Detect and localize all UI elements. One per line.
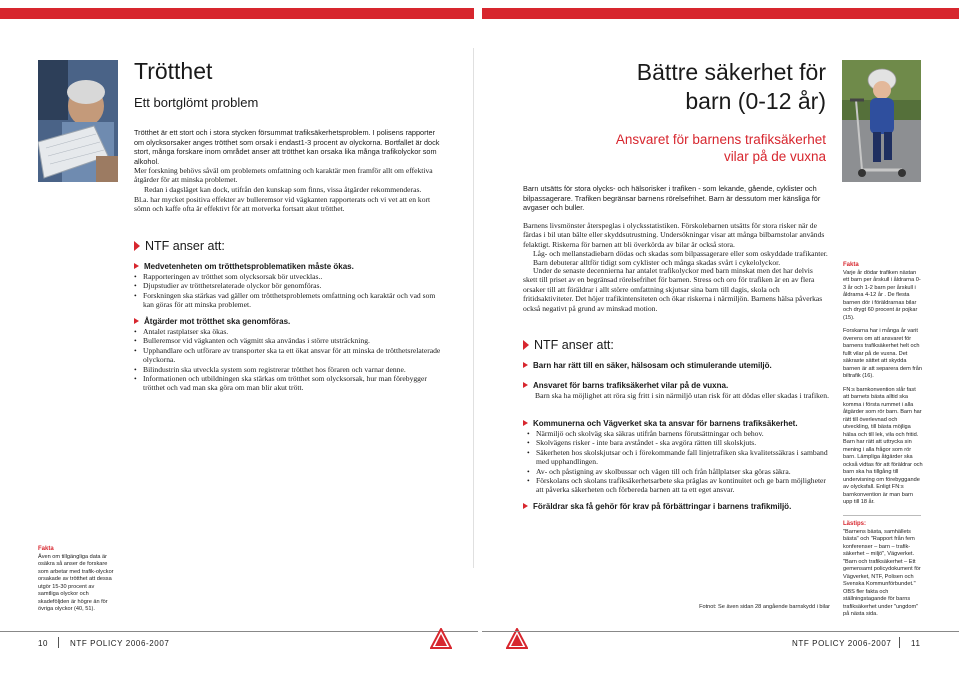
top-red-bar-left (0, 8, 474, 19)
red-arrow-icon (523, 362, 528, 368)
point-head-right-4: Föräldrar ska få gehör för krav på förbättringar i barnens trafikmiljö. (523, 502, 829, 512)
footer-rule-right (482, 631, 959, 632)
list-item: • Skolvägens risker - inte bara avståndet - ska avgöra rätten till skolskjuts. (527, 438, 829, 447)
fakta-box-left (38, 546, 114, 614)
point-head-right-1: Barn har rätt till en säker, hälsosam och stimulerande utemiljö. (523, 361, 829, 371)
body-right-1: Barnens livsmönster återspeglas i olycksstatistiken. Förskolebarnen utsätts för stora risker när de färdas i bil utan bälte eller skyddsutrustning. Undersökningar visar att många bilbarnstolar används felaktigt. Riskerna för barnen att bli överkörda av bilar är också stora. (523, 221, 825, 249)
list-item: • Informationen och utbildningen ska stärkas om trötthet som olycksorsak, hur man förebygger trötthet och vad man ska göra om man blir akut trött. (134, 374, 446, 393)
red-arrow-icon (134, 318, 139, 324)
section-title-right: NTF anser att: (523, 338, 614, 352)
red-arrow-icon (523, 382, 528, 388)
photo-tired-man (38, 60, 118, 182)
footer-rule-left (0, 631, 478, 632)
point-head-left-1: Medvetenheten om trötthetsproblematiken måste ökas. (134, 262, 446, 272)
page-title-left: Trötthet (134, 58, 213, 84)
body-left-3: Bl.a. har mycket positiva effekter av bulleremsor vid vägkanten rapporterats och vi vet att en kort sömn och kaffe ofta är effektivt för att motverka fortsatt akut trötthet. (134, 195, 431, 214)
point-text-right-2: Barn ska ha möjlighet att röra sig fritt i sin närmiljö utan risk för att dödas eller skadas i trafiken. (535, 391, 829, 400)
list-item: • Forskningen ska stärkas vad gäller om trötthetsproblemets omfattning och karaktär och vad som kan göras för att minska problemet. (134, 291, 446, 310)
red-arrow-icon (134, 241, 140, 251)
lastips-text: "Barnens bästa, samhällets bästa" och "Rapport från fem konferenser – barn – trafik-säkerhet – miljö", Vägverket. "Barn och trafiksäkerhet – Ett gemensamt policydokument för Vägverket, NTF, Polisen och Svenska Kommunförbundet." OBS fler fakta och ställningstagande för barns trafiksäkerhet under "ungdom" på nästa sida. (843, 528, 921, 617)
ntf-logo-icon (430, 628, 452, 650)
fakta-title: Fakta (843, 262, 859, 268)
intro-right: Barn utsätts för stora olycks- och hälsorisker i trafiken - som lekande, gående, cyklister och bilpassagerare. Trafiken begränsar barnens rörelsefrihet. Barn är dessutom mer känsliga för avgaser och buller. (523, 184, 821, 213)
page-number-right: 11 (911, 639, 921, 648)
body-left-2: Redan i dagsläget kan dock, utifrån den kunskap som finns, vissa åtgärder rekommenderas. (144, 185, 422, 194)
list-item: • Rapporteringen av trötthet som olycksorsak bör utvecklas.. (134, 272, 446, 281)
top-red-bar-right (482, 8, 959, 19)
list-item: • Förskolans och skolans trafiksäkerhetsarbete ska präglas av kontinuitet och ge barn möjligheter att påverka säkerheten och förbereda barnen att ta ett eget ansvar. (527, 476, 829, 495)
point-head-left-2: Åtgärder mot trötthet ska genomföras. (134, 317, 446, 327)
list-item: • Närmiljö och skolväg ska säkras utifrån barnens förutsättningar och behov. (527, 429, 829, 438)
photo-child-scooter (842, 60, 921, 182)
point-head-right-2: Ansvaret för barns trafiksäkerhet vilar på de vuxna. (523, 381, 829, 391)
lastips-box (843, 521, 923, 619)
footnote: Fotnot: Se även sidan 28 angående barnskydd i bilar (699, 604, 830, 610)
list-item: • Antalet rastplatser ska ökas. (134, 327, 446, 336)
list-item: • Bulleremsor vid vägkanten och vägmitt ska användas i större utsträckning. (134, 336, 446, 345)
fakta-text: Även om tillgängliga data är osäkra så anser de forskare som arbetar med trafik-olyckor orsakade av trötthet att dessa utgör 15-30 procent av samtliga olyckor och skadeföljden är högre än för övriga olyckor (40, 51). (38, 553, 114, 612)
intro-left: Trötthet är ett stort och i stora stycken försummat trafiksäkerhetsproblem. I polisens rapporter om olycksorsaker anges trötthet som orsak i endast1-3 procent av olyckorna. Bortfallet är dock stort, många forskare inom området anser att trötthet kan orsaka lika många trafikolyckor som alkohol. (134, 128, 440, 166)
list-item: • Bilindustrin ska utveckla system som registrerar trötthet hos föraren och varnar denne. (134, 365, 446, 374)
fakta-divider (843, 515, 921, 516)
page-number-left: 10 (38, 639, 49, 648)
fakta-text-2: Forskarna har i många år varit överens om att ansvaret för barnens trafiksäkerhet helt och fullt vilar på de vuxna. Det säkraste sättet att skydda barnen är att separera dem från biltrafik (16). (843, 328, 922, 379)
list-item: • Djupstudier av trötthetsrelaterade olyckor bör genomföras. (134, 281, 446, 290)
point-list-left-2 (134, 327, 446, 393)
body-right-2: Låg- och mellanstadiebarn dödas och skadas som bilpassagerare eller som oskyddade trafikanter. Barn debuterar alltför tidigt som cyklister och många skadas svårt i cykelolyckor. (533, 249, 828, 268)
point-list-left-1 (134, 272, 446, 310)
list-item: • Upphandlare och utförare av transporter ska ta ett ökat ansvar för att minska de trötthetsrelaterade olyckorna. (134, 346, 446, 365)
red-arrow-icon (523, 503, 528, 509)
fakta-text-1: Varje år dödar trafiken nästan ett barn per årskull i åldrarna 0-3 år och 1-2 barn per årskull i åldrarna 4-12 år . De flesta barnen dör i föräldrarnas bilar och drygt 60 procent är pojkar (15). (843, 269, 921, 321)
red-arrow-icon (134, 263, 139, 269)
footer-sep-left (58, 637, 59, 648)
point-head-right-3: Kommunerna och Vägverket ska ta ansvar för barnens trafiksäkerhet. (523, 419, 829, 429)
red-arrow-icon (523, 420, 528, 426)
fakta-title: Fakta (38, 546, 54, 552)
lastips-title: Lästips: (843, 521, 867, 527)
footer-label-right: NTF POLICY 2006-2007 (792, 639, 892, 648)
body-right-3: Under de senaste decennierna har antalet trafikolyckor med barn minskat men det har delvis skett till priset av en begränsad rörelsefrihet för barnen. Stress och oro för trafiken är en av flera orsaker till att föräldrar i allt större omfattning skjutsar sina barn till dagis, skola och fritidsaktiviteter. Det höjer trafikintensiteten och ökar riskerna i närmiljön. Barnens hälsa påverkas också negativt på grund av minskad motion. (523, 266, 823, 313)
page-title-right: Bättre säkerhet för barn (0-12 år) (636, 59, 826, 114)
point-list-right-3 (527, 429, 829, 495)
footer-label-left: NTF POLICY 2006-2007 (70, 639, 170, 648)
page-subtitle-left: Ett bortglömt problem (134, 95, 259, 110)
page-subtitle-right: Ansvaret för barnens trafiksäkerhet vilar på de vuxna (615, 132, 826, 164)
red-arrow-icon (523, 340, 529, 350)
section-title-left: NTF anser att: (134, 239, 225, 253)
list-item: • Av- och påstigning av skolbussar och vägen till och från hållplatser ska göras säkra. (527, 467, 829, 476)
fakta-box-right (843, 262, 923, 507)
gutter-divider (473, 48, 474, 568)
list-item: • Säkerheten hos skolskjutsar och i förekommande fall linjetrafiken ska kvalitetssäkras i samband med upphandlingen. (527, 448, 829, 467)
body-left-1: Mer forskning behövs såväl om problemets omfattning och karaktär men framför allt om effektiva åtgärder för att minska problemet. (134, 166, 433, 185)
footer-sep-right (899, 637, 900, 648)
fakta-text-3: FN:s barnkonvention slår fast att barnets bästa alltid ska komma i första rummet i alla åtgärder som rör barn. Barn har rätt till överlevnad och utveckling, till bästa möjliga hälsa och till lek, vila och fritid. Barn har rätt att uttrycka sin mening i alla frågor som rör barn. Lämpliga åtgärder ska också vidtas för att föräldrar och barn ska ha tillgång till undervisning om förebyggande av olycksfall. Enligt FN:s barnkonvention är man barn upp till 18 år. (843, 386, 923, 505)
